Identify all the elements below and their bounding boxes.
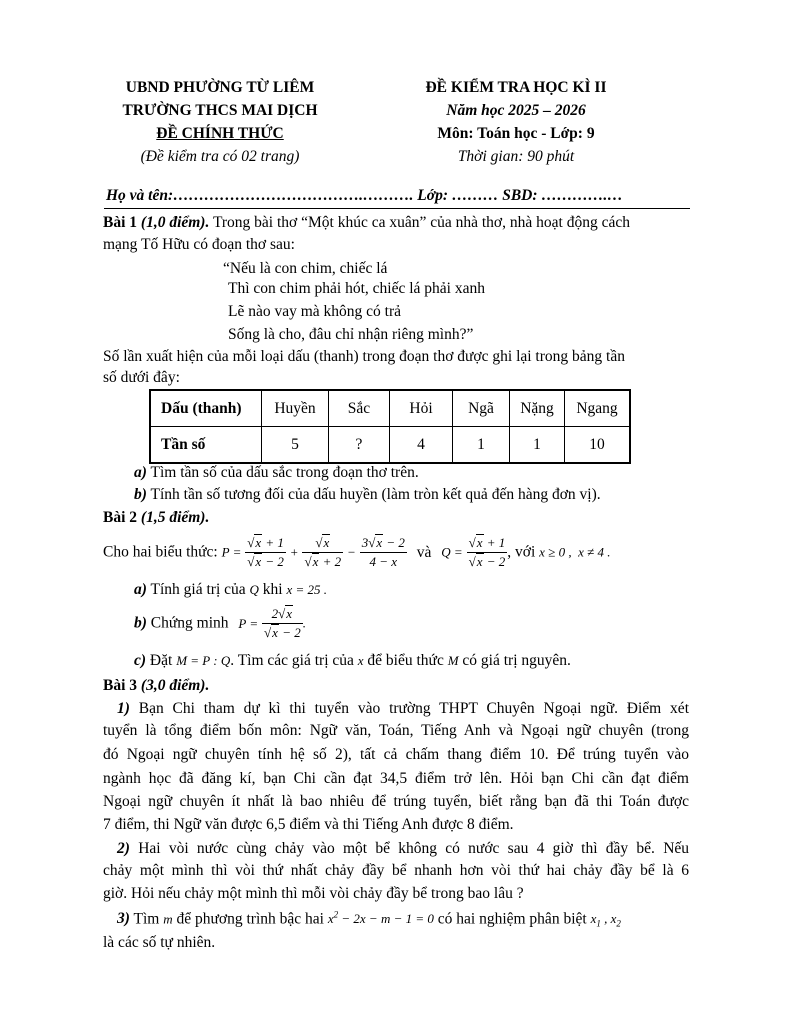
bai2-question-c <box>134 652 571 670</box>
bai3-p2-line <box>103 840 689 858</box>
table-cell: 5 <box>262 427 329 464</box>
bai2-title: Bài 2 <box>103 509 138 526</box>
frequency-table <box>149 389 631 464</box>
ward-name: UBND PHƯỜNG TỪ LIÊM <box>125 79 315 96</box>
roots: $x_1$ , $x_2$ <box>590 911 621 929</box>
table-cell: Sắc <box>329 390 390 427</box>
bai3-p1-line: 7 điểm, thi Ngữ văn được 6,5 điểm và thi Tiếng Anh được 8 điểm. <box>103 816 514 833</box>
exam-title: ĐỀ KIỂM TRA HỌC KÌ II <box>425 79 607 96</box>
question-text: Tính tần số tương đối của dấu huyền (làm tròn kết quả đến hàng đơn vị). <box>150 486 601 503</box>
bai2-lead: Cho hai biểu thức: <box>103 543 218 561</box>
question-text: Tìm <box>133 910 160 928</box>
question-text: Tính giá trị của <box>150 581 246 598</box>
bai2-heading <box>103 509 209 527</box>
table-intro-line2: số dưới đây: <box>103 369 180 386</box>
table-row <box>150 427 630 464</box>
bai3-points: (3,0 điểm). <box>140 677 210 694</box>
table-cell: 1 <box>510 427 565 464</box>
math-var: Q <box>249 582 259 597</box>
bai3-p1-line: Ngoại ngữ chuyên ít nhất là bao nhiêu để trúng tuyển, biết rằng bạn đã thi Toán được <box>103 793 689 810</box>
formula-q: Q = <box>441 544 463 560</box>
math-var: M <box>447 653 459 668</box>
bai1-intro-line1 <box>103 214 630 232</box>
bai3-p1-line: ngành học đã đăng kí, bạn Chi cần đạt 34,5 điểm trở lên. Hỏi bạn Chi cần đạt điểm <box>103 770 689 787</box>
question-text: Bạn Chi tham dự kì thi tuyển vào trường THPT Chuyên Ngoại ngữ. Điểm xét <box>138 700 689 717</box>
operator: − <box>347 544 356 560</box>
math-expr: M = P : Q <box>176 653 231 668</box>
school-name: TRƯỜNG THCS MAI DỊCH <box>122 102 318 119</box>
table-cell: Huyền <box>262 390 329 427</box>
question-text: để phương trình bậc hai <box>176 910 324 928</box>
fraction: $\frac{2√x}{√x - 2}$ <box>264 606 301 640</box>
bai3-p2-line: chảy một mình thì vòi thứ nhất chảy đầy bể nhanh hơn vòi thứ hai chảy đầy bể là 6 <box>103 862 689 879</box>
and-word: và <box>416 543 432 561</box>
math-expr: x = 25 . <box>286 582 328 597</box>
bai1-points: (1,0 điểm). <box>140 214 210 231</box>
question-text: khi <box>262 581 283 598</box>
table-row <box>150 390 630 427</box>
bai2-question-a <box>134 581 327 599</box>
operator: + <box>289 544 299 560</box>
bai3-p1-line: tuyển là tổng điểm bốn môn: Ngữ văn, Toán, Tiếng Anh và Ngoại ngữ chuyên (trong <box>103 722 689 739</box>
formula-p: P = <box>221 544 242 560</box>
fraction: $\frac{√x + 1}{√x - 2}$ <box>247 535 284 569</box>
table-cell: 1 <box>453 427 510 464</box>
table-cell: Ngã <box>453 390 510 427</box>
bai3-p3-line <box>103 910 621 929</box>
fraction: $\frac{√x}{√x + 2}$ <box>304 535 342 569</box>
bai3-p1-line: đó Ngoại ngữ chuyên tính hệ số 2), tất cả chấm thang điểm 10. Để trúng tuyển vào <box>103 746 689 763</box>
table-cell: 10 <box>565 427 631 464</box>
poem-line: Lẽ nào vay mà không có trả <box>228 303 402 320</box>
question-label: b) <box>134 486 147 503</box>
condition-word: , với <box>507 543 536 561</box>
table-header-cell: Tần số <box>150 427 262 464</box>
table-cell: 4 <box>390 427 453 464</box>
poem-line: Thì con chim phải hót, chiếc lá phải xanh <box>228 280 485 297</box>
bai1-question-b <box>134 486 601 504</box>
bai1-title: Bài 1 <box>103 214 138 231</box>
divider <box>104 208 690 209</box>
table-cell: Ngang <box>565 390 631 427</box>
official-status: ĐỀ CHÍNH THỨC <box>156 125 284 142</box>
school-year: Năm học 2025 – 2026 <box>446 102 586 119</box>
question-label: 1) <box>117 700 130 717</box>
header-left <box>70 76 370 168</box>
bai3-title: Bài 3 <box>103 677 138 694</box>
period: . <box>302 615 306 631</box>
table-header-cell: Dấu (thanh) <box>150 390 262 427</box>
header-right <box>366 76 666 168</box>
table-cell: Nặng <box>510 390 565 427</box>
question-text: Chứng minh <box>150 614 229 632</box>
question-text: Tìm tần số của dấu sắc trong đoạn thơ trên. <box>150 464 419 481</box>
question-text: . Tìm các giá trị của <box>230 652 354 669</box>
bai3-p3-line: là các số tự nhiên. <box>103 934 216 951</box>
question-label: 2) <box>117 840 130 857</box>
fraction: $\frac{3√x - 2}{4 - x}$ <box>361 535 405 569</box>
exam-time: Thời gian: 90 phút <box>457 148 575 165</box>
bai3-p1-line <box>103 700 689 718</box>
poem-line: “Nếu là con chim, chiếc lá <box>223 260 388 277</box>
math-expr: P = <box>238 615 259 631</box>
bai2-question-b <box>134 605 306 642</box>
pages-note: (Đề kiểm tra có 02 trang) <box>140 148 300 165</box>
table-intro-line1: Số lần xuất hiện của mỗi loại dấu (thanh) trong đoạn thơ được ghi lại trong bảng tần <box>103 348 625 365</box>
question-label: c) <box>134 652 147 669</box>
math-var: m <box>163 911 173 927</box>
question-text: có giá trị nguyên. <box>462 652 571 669</box>
bai2-expressions <box>103 534 610 571</box>
bai1-intro-text: Trong bài thơ “Một khúc ca xuân” của nhà thơ, nhà hoạt động cách <box>212 214 630 231</box>
student-info-line: Họ và tên:……………………………….………. Lớp: ……… SBD: ………….… <box>106 187 623 204</box>
equation: $x^2 - 2x - m - 1 = 0$ <box>327 910 434 927</box>
table-cell: ? <box>329 427 390 464</box>
question-text: Hai vòi nước cùng chảy vào một bể không có nước sau 4 giờ thì đầy bể. Nếu <box>138 840 690 857</box>
bai1-question-a <box>134 464 419 482</box>
math-var: x <box>357 653 364 668</box>
question-label: a) <box>134 581 147 598</box>
question-text: để biểu thức <box>367 652 444 669</box>
subject: Môn: Toán học - Lớp: 9 <box>437 125 595 142</box>
question-label: 3) <box>117 910 130 928</box>
bai3-p2-line: giờ. Hỏi nếu chảy một mình thì mỗi vòi chảy đầy bể trong bao lâu ? <box>103 885 524 902</box>
poem-line: Sống là cho, đâu chỉ nhận riêng mình?” <box>228 326 474 343</box>
question-text: có hai nghiệm phân biệt <box>437 910 587 928</box>
condition: x ≥ 0 , x ≠ 4 . <box>539 544 611 560</box>
question-label: b) <box>134 614 147 632</box>
bai2-points: (1,5 điểm). <box>140 509 210 526</box>
bai1-intro-line2: mạng Tố Hữu có đoạn thơ sau: <box>103 236 295 253</box>
question-label: a) <box>134 464 147 481</box>
bai3-heading <box>103 677 209 695</box>
question-text: Đặt <box>149 652 173 669</box>
table-cell: Hỏi <box>390 390 453 427</box>
fraction: $\frac{√x + 1}{√x - 2}$ <box>468 535 506 569</box>
